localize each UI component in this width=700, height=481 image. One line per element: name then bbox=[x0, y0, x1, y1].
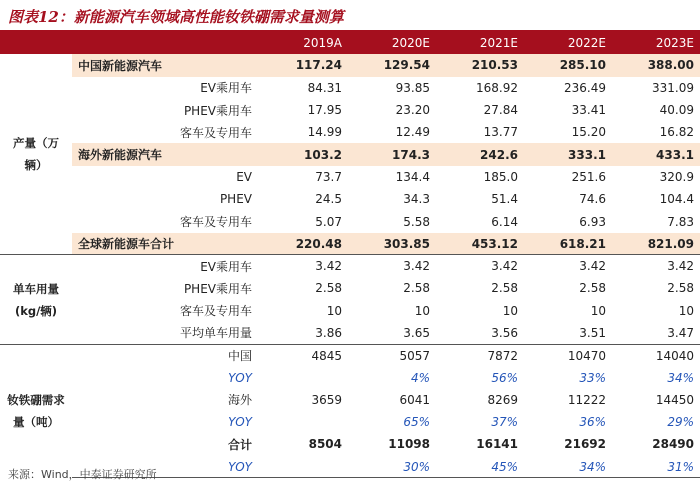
table-row bbox=[0, 411, 700, 433]
row-label: YOY bbox=[228, 370, 252, 385]
cell: 103.2 bbox=[260, 143, 348, 165]
cell: 185.0 bbox=[483, 169, 518, 184]
cell bbox=[260, 366, 348, 388]
row-label: YOY bbox=[72, 456, 260, 478]
cell: 3.42 bbox=[436, 255, 524, 277]
cell: 129.54 bbox=[348, 54, 436, 76]
column-header-2019: 2019A bbox=[260, 32, 348, 54]
cell: 5.07 bbox=[315, 214, 342, 229]
cell: 6.93 bbox=[579, 214, 606, 229]
cell: 6041 bbox=[399, 392, 430, 407]
cell: 2.58 bbox=[579, 281, 606, 296]
cell: 117.24 bbox=[260, 54, 348, 76]
cell: 3.51 bbox=[579, 325, 606, 340]
cell: 210.53 bbox=[436, 54, 524, 76]
cell: 3.42 bbox=[348, 255, 436, 277]
header-row bbox=[0, 32, 700, 54]
cell: 33% bbox=[579, 370, 606, 385]
cell: 10 bbox=[414, 303, 430, 318]
cell: 29% bbox=[667, 415, 694, 430]
cell: 618.21 bbox=[524, 233, 612, 255]
row-label: YOY bbox=[228, 415, 252, 430]
row-label: PHEV乘用车 bbox=[183, 103, 252, 118]
cell: 7.83 bbox=[667, 214, 694, 229]
cell: 93.85 bbox=[395, 80, 430, 95]
cell: 174.3 bbox=[348, 143, 436, 165]
table-row bbox=[0, 77, 700, 99]
cell: 11222 bbox=[567, 392, 606, 407]
cell: 104.4 bbox=[659, 192, 694, 207]
cell: 65% bbox=[403, 415, 430, 430]
group-label-line: 量（吨） bbox=[13, 415, 59, 430]
row-label: 客车及专用车 bbox=[179, 304, 252, 319]
cell: 5.58 bbox=[403, 214, 430, 229]
cell: 14040 bbox=[612, 344, 700, 366]
row-label: PHEV bbox=[219, 192, 252, 207]
cell: 333.1 bbox=[524, 143, 612, 165]
cell: 33.41 bbox=[571, 103, 606, 118]
cell: 13.77 bbox=[483, 125, 518, 140]
table-row bbox=[0, 389, 700, 411]
cell: 30% bbox=[348, 456, 436, 478]
table-row bbox=[0, 344, 700, 366]
cell: 3.65 bbox=[403, 325, 430, 340]
group-label-per-vehicle bbox=[0, 255, 72, 344]
cell: 3.86 bbox=[315, 325, 342, 340]
table-row bbox=[0, 277, 700, 299]
table-title: 图表12：新能源汽车领域高性能钕铁硼需求量测算 bbox=[8, 8, 344, 26]
column-header-2021: 2021E bbox=[436, 32, 524, 54]
row-label: 海外 bbox=[227, 393, 252, 408]
cell: 8504 bbox=[308, 437, 342, 452]
cell bbox=[260, 456, 348, 478]
cell: 27.84 bbox=[483, 103, 518, 118]
cell: 21692 bbox=[564, 437, 606, 452]
cell: 285.10 bbox=[524, 54, 612, 76]
cell: 236.49 bbox=[564, 80, 606, 95]
table-row bbox=[0, 99, 700, 121]
cell: 10 bbox=[502, 303, 518, 318]
table-row bbox=[0, 188, 700, 210]
cell: 37% bbox=[491, 415, 518, 430]
cell: 14.99 bbox=[307, 125, 342, 140]
cell: 134.4 bbox=[395, 169, 430, 184]
row-label: 客车及专用车 bbox=[179, 125, 252, 140]
table-row bbox=[0, 433, 700, 455]
cell: 2.58 bbox=[491, 281, 518, 296]
cell: 320.9 bbox=[659, 169, 694, 184]
cell: 24.5 bbox=[315, 192, 342, 207]
group-label-demand bbox=[0, 344, 72, 478]
cell: 6.14 bbox=[491, 214, 518, 229]
table-row bbox=[0, 233, 700, 255]
cell: 4% bbox=[410, 370, 430, 385]
cell: 34.3 bbox=[403, 192, 430, 207]
group-label-line: 钕铁硼需求 bbox=[7, 393, 65, 408]
cell: 2.58 bbox=[315, 281, 342, 296]
cell: 303.85 bbox=[348, 233, 436, 255]
cell: 16.82 bbox=[659, 125, 694, 140]
nev-ndfeb-demand-table bbox=[0, 32, 700, 478]
cell: 36% bbox=[579, 415, 606, 430]
cell: 10 bbox=[326, 303, 342, 318]
row-label: EV bbox=[236, 169, 252, 184]
cell: 3.42 bbox=[260, 255, 348, 277]
row-label: 客车及专用车 bbox=[179, 215, 252, 230]
cell: 51.4 bbox=[491, 192, 518, 207]
column-header-2020: 2020E bbox=[348, 32, 436, 54]
cell: 242.6 bbox=[436, 143, 524, 165]
row-label: EV乘用车 bbox=[72, 255, 260, 277]
cell: 12.49 bbox=[395, 125, 430, 140]
table-row bbox=[0, 210, 700, 232]
cell: 11098 bbox=[388, 437, 430, 452]
cell: 433.1 bbox=[612, 143, 700, 165]
cell: 2.58 bbox=[403, 281, 430, 296]
cell: 7872 bbox=[436, 344, 524, 366]
cell: 8269 bbox=[487, 392, 518, 407]
row-label: 中国 bbox=[72, 344, 260, 366]
cell: 220.48 bbox=[260, 233, 348, 255]
cell bbox=[260, 411, 348, 433]
table-row bbox=[0, 300, 700, 322]
cell: 821.09 bbox=[612, 233, 700, 255]
group-label-production: 产量（万辆） bbox=[0, 54, 72, 255]
cell: 388.00 bbox=[612, 54, 700, 76]
cell: 10 bbox=[590, 303, 606, 318]
cell: 453.12 bbox=[436, 233, 524, 255]
row-label: 中国新能源汽车 bbox=[72, 54, 260, 76]
cell: 4845 bbox=[260, 344, 348, 366]
cell: 3.42 bbox=[612, 255, 700, 277]
cell: 34% bbox=[667, 370, 694, 385]
cell: 31% bbox=[612, 456, 700, 478]
cell: 34% bbox=[524, 456, 612, 478]
group-label-line: (kg/辆) bbox=[14, 303, 58, 318]
cell: 10 bbox=[678, 303, 694, 318]
cell: 3659 bbox=[311, 392, 342, 407]
cell: 28490 bbox=[652, 437, 694, 452]
table-row bbox=[0, 322, 700, 344]
cell: 73.7 bbox=[315, 169, 342, 184]
cell: 40.09 bbox=[659, 103, 694, 118]
cell: 56% bbox=[491, 370, 518, 385]
cell: 168.92 bbox=[476, 80, 518, 95]
table-row bbox=[0, 143, 700, 165]
cell: 331.09 bbox=[652, 80, 694, 95]
column-header-2022: 2022E bbox=[524, 32, 612, 54]
cell: 45% bbox=[436, 456, 524, 478]
group-label-line: 单车用量 bbox=[13, 281, 59, 296]
table-row bbox=[0, 54, 700, 76]
row-label: EV乘用车 bbox=[200, 81, 252, 96]
cell: 3.56 bbox=[491, 325, 518, 340]
cell: 84.31 bbox=[307, 80, 342, 95]
cell: 3.42 bbox=[524, 255, 612, 277]
cell: 3.47 bbox=[667, 325, 694, 340]
table-row bbox=[0, 166, 700, 188]
header-corner bbox=[0, 32, 72, 54]
cell: 17.95 bbox=[307, 103, 342, 118]
row-label: 全球新能源车合计 bbox=[72, 233, 260, 255]
header-corner-label bbox=[72, 32, 260, 54]
cell: 14450 bbox=[655, 392, 694, 407]
table-row bbox=[0, 255, 700, 277]
cell: 74.6 bbox=[579, 192, 606, 207]
row-label: 平均单车用量 bbox=[179, 326, 252, 341]
cell: 10470 bbox=[524, 344, 612, 366]
cell: 5057 bbox=[348, 344, 436, 366]
row-label: 海外新能源汽车 bbox=[72, 143, 260, 165]
cell: 2.58 bbox=[667, 281, 694, 296]
row-label: PHEV乘用车 bbox=[183, 281, 252, 296]
table-row bbox=[0, 366, 700, 388]
column-header-2023: 2023E bbox=[612, 32, 700, 54]
cell: 23.20 bbox=[395, 103, 430, 118]
row-label: 合计 bbox=[227, 437, 252, 452]
cell: 16141 bbox=[476, 437, 518, 452]
cell: 251.6 bbox=[571, 169, 606, 184]
source-note: 来源：Wind，中泰证券研究所 bbox=[8, 468, 157, 481]
table-row bbox=[0, 121, 700, 143]
cell: 15.20 bbox=[571, 125, 606, 140]
